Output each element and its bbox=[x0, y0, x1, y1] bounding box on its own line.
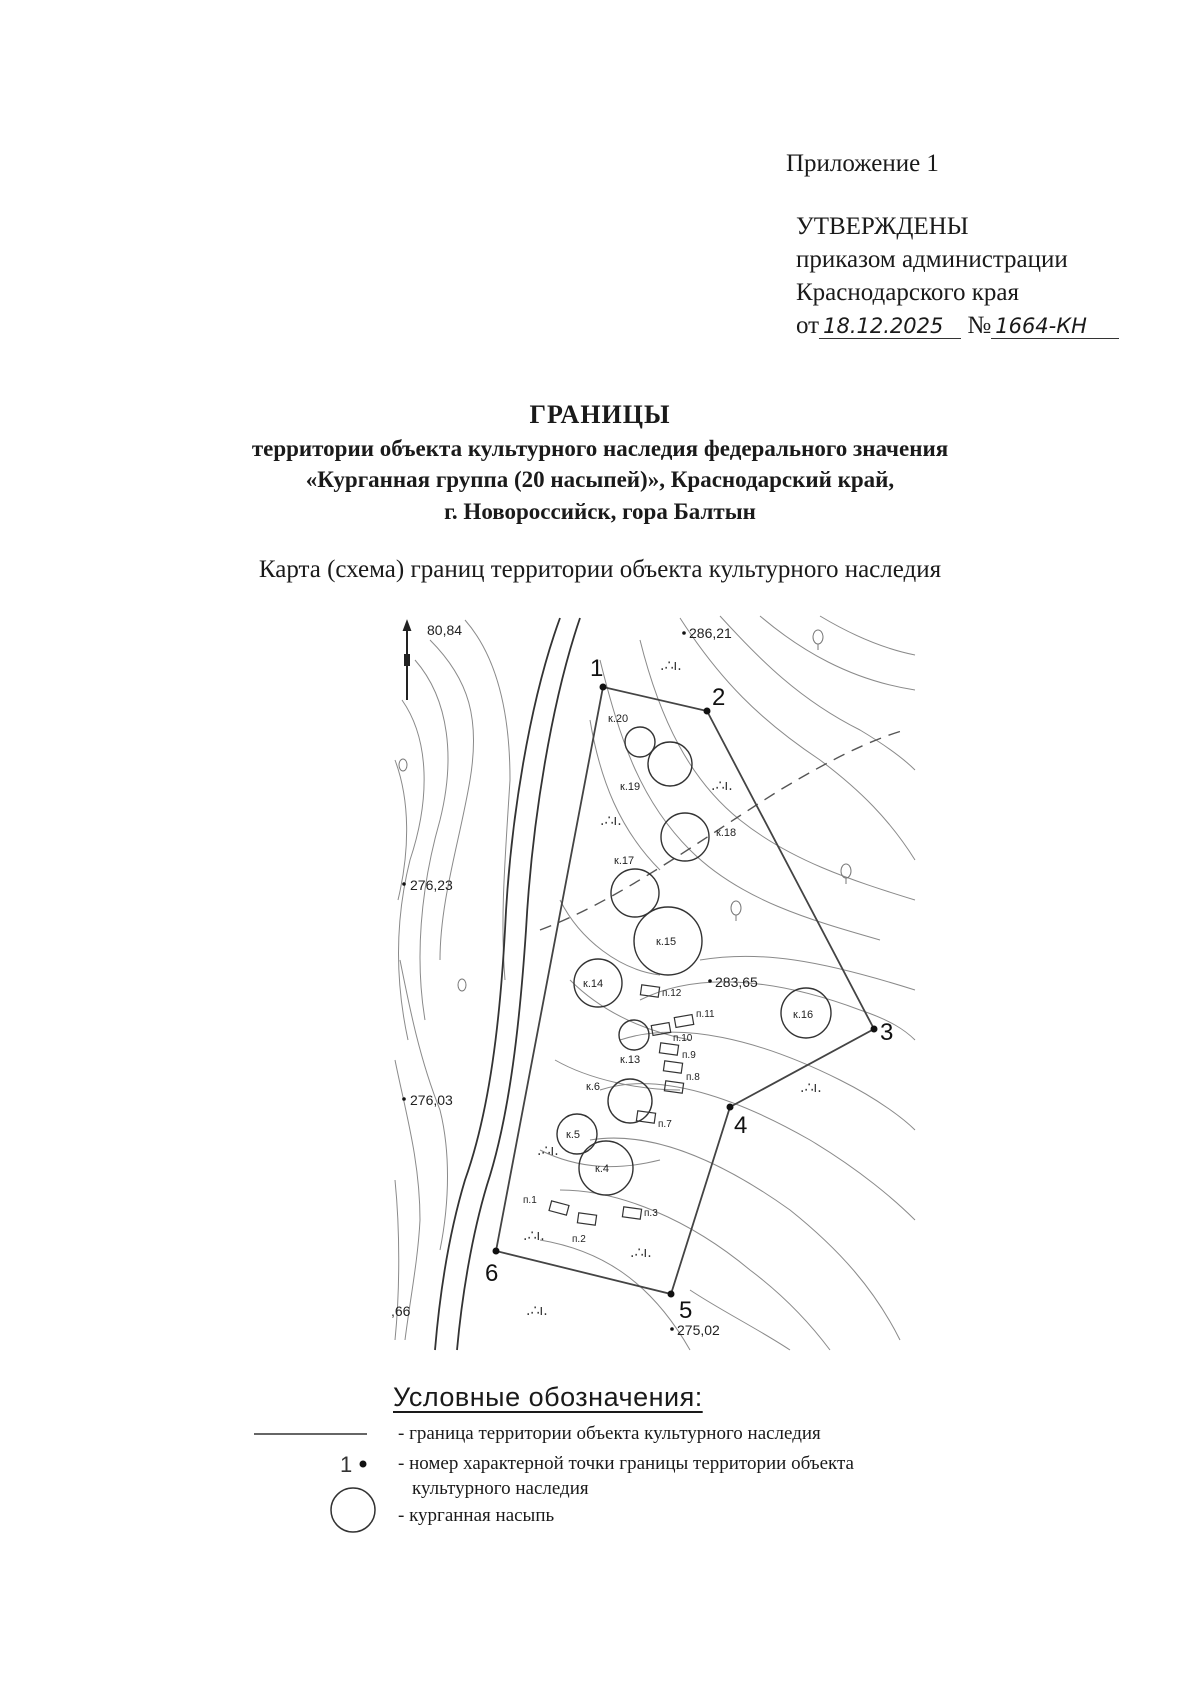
legend-title: Условные обозначения: bbox=[393, 1382, 703, 1412]
document-title: ГРАНИЦЫ bbox=[529, 400, 671, 429]
legend-item-boundary: - граница территории объекта культурного наследия bbox=[398, 1423, 821, 1444]
legend-item-point: - номер характерной точки границы территории объекта bbox=[398, 1453, 854, 1474]
approval-line-1: приказом администрации bbox=[796, 246, 1068, 273]
legend-mound-circle bbox=[331, 1488, 375, 1532]
boundary-map bbox=[390, 612, 920, 1354]
north-arrow bbox=[404, 622, 410, 700]
mounds bbox=[557, 727, 831, 1195]
legend-symbols bbox=[250, 1424, 410, 1534]
mound-label-14: к.14 bbox=[583, 978, 604, 990]
mound-label-6: к.6 bbox=[586, 1081, 600, 1093]
pit-label-2: п.2 bbox=[572, 1234, 586, 1245]
approval-date-line bbox=[796, 309, 1119, 342]
pit-label-11: п.11 bbox=[696, 1009, 715, 1020]
map-subtitle: Карта (схема) границ территории объекта культурного наследия bbox=[258, 556, 942, 583]
approval-date: 18.12.2025 bbox=[819, 314, 961, 339]
pit-label-9: п.9 bbox=[682, 1050, 696, 1061]
document-title-line-3: г. Новороссийск, гора Балтын bbox=[444, 499, 756, 524]
approval-title: УТВЕРЖДЕНЫ bbox=[796, 213, 969, 240]
appendix-label: Приложение 1 bbox=[786, 150, 939, 177]
mound-label-4: к.4 bbox=[595, 1163, 609, 1175]
svg-text:.∴ı.: .∴ı. bbox=[800, 1080, 822, 1096]
point-label-6: 6 bbox=[485, 1260, 499, 1287]
point-label-1: 1 bbox=[590, 655, 604, 682]
svg-text:.∴ı.: .∴ı. bbox=[660, 658, 682, 674]
mound-label-19: к.19 bbox=[620, 781, 641, 793]
mound-labels bbox=[566, 713, 813, 1175]
pit-label-7: п.7 bbox=[658, 1119, 672, 1130]
elevation-label-2: 286,21 bbox=[689, 625, 732, 641]
svg-text:.∴ı.: .∴ı. bbox=[537, 1143, 559, 1159]
pit-label-10: п.10 bbox=[673, 1033, 693, 1044]
approval-number: 1664-КН bbox=[991, 314, 1119, 339]
mound-label-17: к.17 bbox=[614, 855, 635, 867]
elevation-dots bbox=[402, 631, 712, 1331]
svg-text:.∴ı.: .∴ı. bbox=[523, 1228, 545, 1244]
mound-label-15: к.15 bbox=[656, 936, 677, 948]
pits bbox=[549, 985, 694, 1225]
legend-point-dot bbox=[360, 1461, 367, 1468]
svg-text:.∴ı.: .∴ı. bbox=[711, 778, 733, 794]
elevation-label-6: 275,02 bbox=[677, 1322, 720, 1338]
legend-point-number: 1 bbox=[340, 1452, 353, 1477]
number-prefix: № bbox=[967, 312, 992, 339]
point-label-4: 4 bbox=[734, 1112, 748, 1139]
pit-label-3: п.3 bbox=[644, 1208, 658, 1219]
pit-label-12: п.12 bbox=[662, 988, 682, 999]
elevation-label-4: 283,65 bbox=[715, 974, 758, 990]
pit-labels bbox=[523, 988, 715, 1245]
elevation-label-1: 80,84 bbox=[427, 622, 463, 638]
pit-label-1: п.1 bbox=[523, 1195, 537, 1206]
elevation-label-7: ,66 bbox=[391, 1303, 411, 1319]
trees bbox=[399, 630, 851, 991]
mound-label-16: к.16 bbox=[793, 1009, 814, 1021]
mound-label-5: к.5 bbox=[566, 1129, 580, 1141]
svg-text:.∴ı.: .∴ı. bbox=[526, 1303, 548, 1319]
elevation-label-3: 276,23 bbox=[410, 877, 453, 893]
mound-label-18: к.18 bbox=[716, 827, 737, 839]
legend-item-point-cont: культурного наследия bbox=[412, 1478, 589, 1499]
pit-label-8: п.8 bbox=[686, 1072, 700, 1083]
elevation-label-5: 276,03 bbox=[410, 1092, 453, 1108]
approval-line-2: Краснодарского края bbox=[796, 279, 1019, 306]
date-prefix: от bbox=[796, 312, 820, 339]
legend-item-mound: - курганная насыпь bbox=[398, 1505, 555, 1526]
svg-text:.∴ı.: .∴ı. bbox=[630, 1245, 652, 1261]
svg-text:.∴ı.: .∴ı. bbox=[600, 813, 622, 829]
mound-label-20: к.20 bbox=[608, 713, 629, 725]
mound-label-13: к.13 bbox=[620, 1054, 641, 1066]
approval-block bbox=[796, 210, 1119, 342]
point-label-5: 5 bbox=[679, 1297, 693, 1324]
point-label-2: 2 bbox=[712, 684, 726, 711]
document-title-line-1: территории объекта культурного наследия федерального значения bbox=[251, 436, 949, 461]
document-title-line-2: «Курганная группа (20 насыпей)», Краснодарский край, bbox=[305, 467, 895, 492]
point-label-3: 3 bbox=[880, 1019, 894, 1046]
